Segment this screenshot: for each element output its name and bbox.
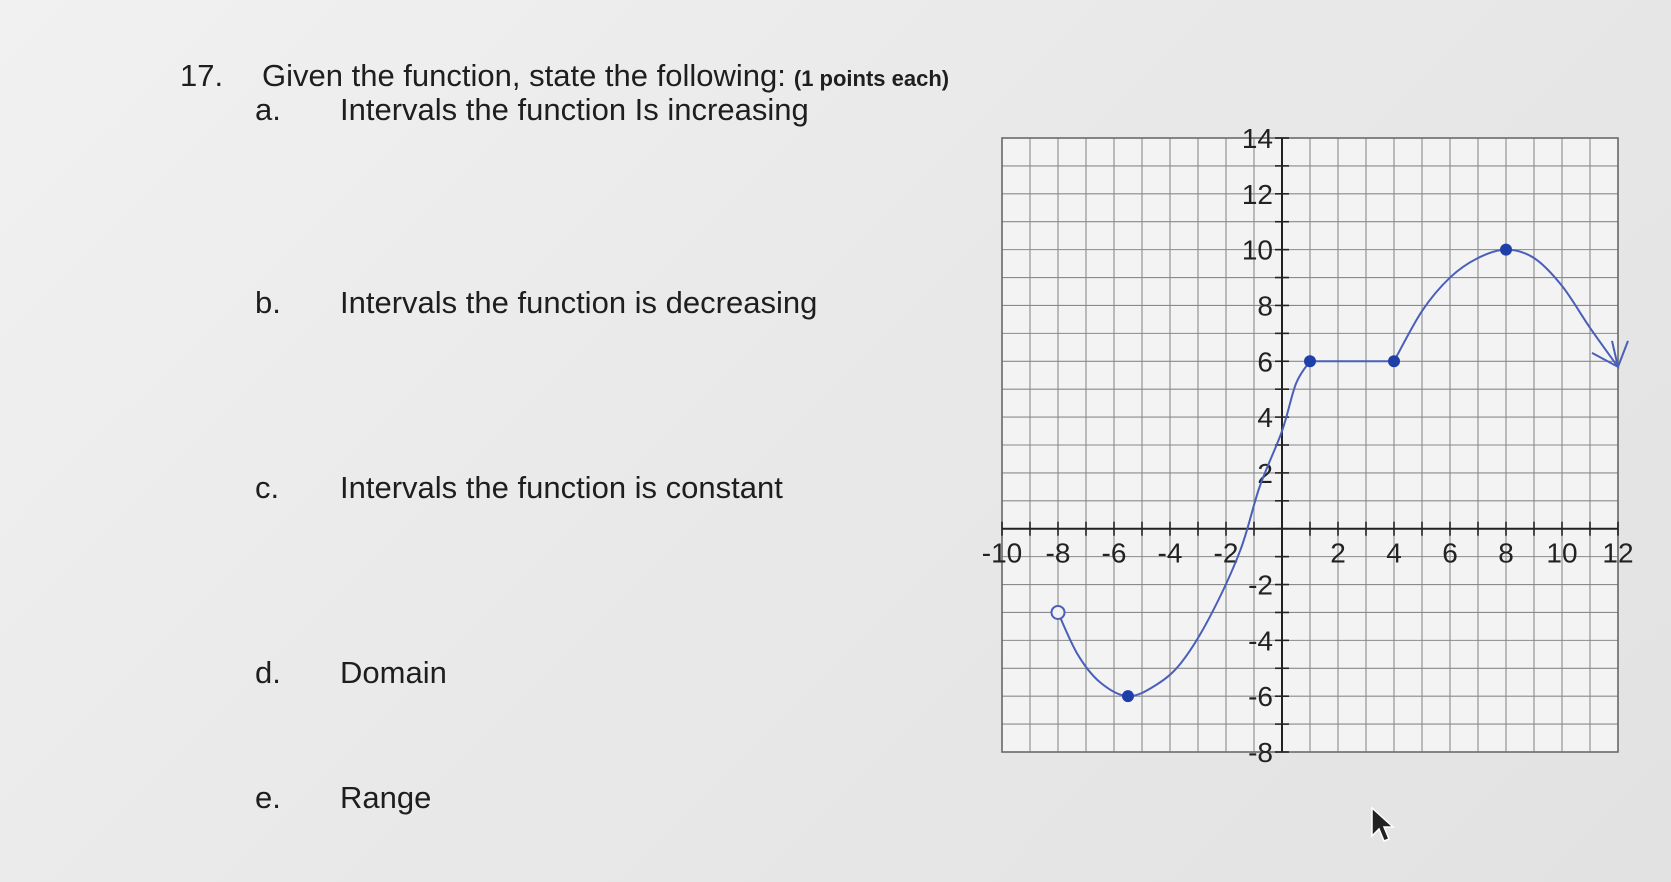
part-e-text: Range (340, 780, 432, 815)
x-tick-label: 8 (1498, 537, 1514, 569)
question-prompt-text: Given the function, state the following: (262, 58, 786, 93)
y-tick-label: 8 (1257, 290, 1273, 322)
closed-point (1388, 355, 1400, 367)
part-e-letter: e. (255, 780, 281, 815)
y-tick-label: 12 (1241, 178, 1273, 210)
x-tick-label: 10 (1546, 537, 1578, 569)
open-point (1052, 606, 1065, 619)
part-b-text: Intervals the function is decreasing (340, 285, 818, 320)
y-tick-label: -2 (1248, 569, 1273, 601)
y-tick-label: -6 (1248, 681, 1273, 713)
part-b-letter: b. (255, 285, 281, 320)
part-a-text: Intervals the function Is increasing (340, 92, 809, 127)
x-tick-label: -8 (1045, 537, 1071, 569)
y-tick-label: 14 (1241, 123, 1273, 154)
x-tick-label: -6 (1101, 537, 1127, 569)
part-d-letter: d. (255, 655, 281, 690)
mouse-cursor-icon (1370, 806, 1396, 844)
part-d-text: Domain (340, 655, 447, 690)
y-tick-label: 2 (1257, 457, 1273, 489)
part-a-letter: a. (255, 92, 281, 127)
x-tick-label: -10 (981, 537, 1023, 569)
closed-point (1500, 244, 1512, 256)
part-c-text: Intervals the function is constant (340, 470, 783, 505)
x-tick-label: 12 (1602, 537, 1634, 569)
y-tick-label: -4 (1248, 625, 1273, 657)
y-tick-label: 4 (1257, 402, 1273, 434)
question-points: (1 points each) (793, 66, 950, 91)
y-tick-label: -8 (1248, 737, 1273, 768)
x-tick-label: -4 (1157, 537, 1183, 569)
part-c-letter: c. (255, 470, 280, 505)
x-tick-label: 2 (1330, 537, 1346, 569)
x-tick-label: 6 (1442, 537, 1458, 569)
closed-point (1122, 690, 1134, 702)
x-tick-label: -2 (1213, 537, 1239, 569)
y-tick-label: 10 (1241, 234, 1273, 266)
closed-point (1304, 355, 1316, 367)
x-tick-label: 4 (1386, 537, 1402, 569)
y-tick-label: 6 (1257, 346, 1273, 378)
question-number: 17. (180, 58, 224, 93)
